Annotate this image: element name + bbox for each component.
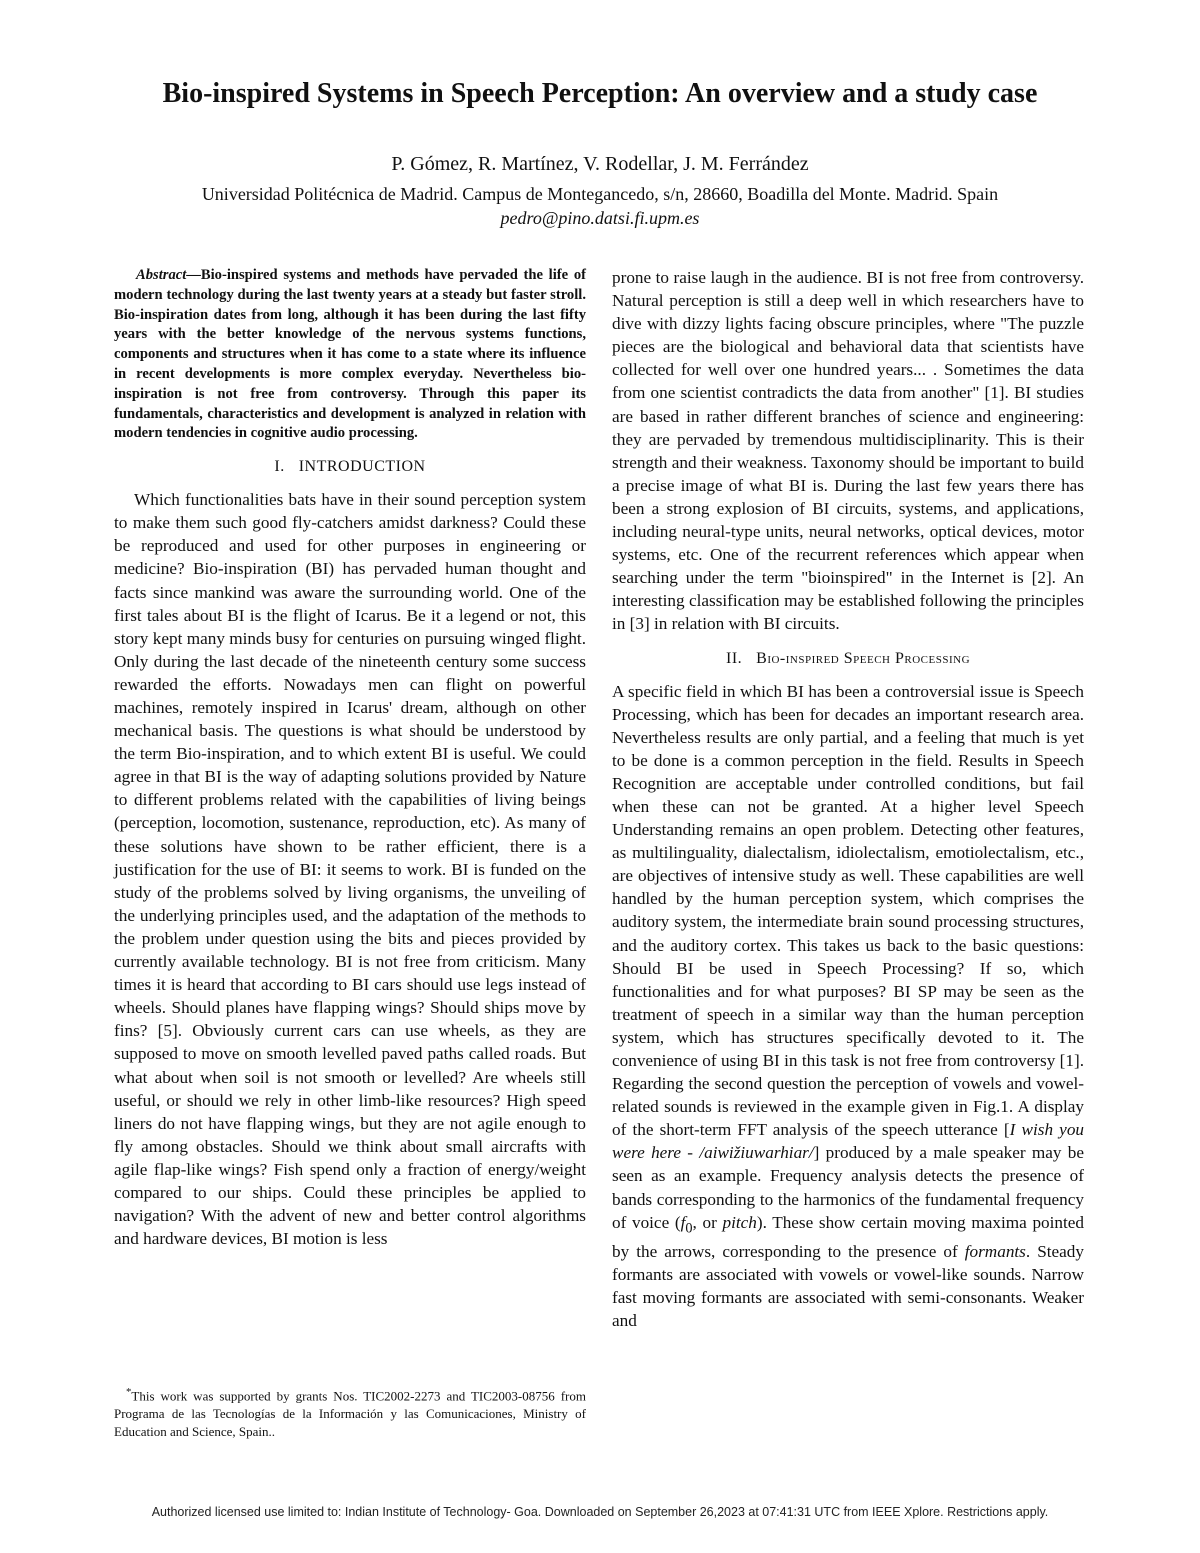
footnote-text: This work was supported by grants Nos. TIC2002-2273 and TIC2003-08756 from Programa de las Tecnologías de la Información y las Comunicaciones, Ministry of Education and Science, Spain.. (114, 1388, 586, 1440)
left-column (114, 266, 586, 1250)
abstract-label: Abstract (136, 267, 187, 283)
funding-footnote (114, 1383, 586, 1441)
formants-term: formants (964, 1242, 1026, 1262)
right-column (612, 266, 1084, 1333)
f0-symbol: f (680, 1212, 686, 1232)
speech-processing-paragraph (612, 680, 1084, 1333)
abstract-text: —Bio-inspired systems and methods have pervaded the life of modern technology during the last twenty years at a steady but faster stroll. Bio-inspiration dates from long, although it has been during the last fifty years with the better knowledge of the nervous systems functions, components and structures when it has come to a state where its influence in recent developments is more complex everyday. Nevertheless bio-inspiration is not free from controversy. Through this paper its fundamentals, characteristics and development is analyzed in relation with modern tendencies in cognitive audio processing. (114, 267, 586, 442)
section-heading-bio-inspired-speech-processing (612, 650, 1084, 668)
author-email: pedro@pino.datsi.fi.upm.es (500, 208, 700, 228)
introduction-continued-paragraph: prone to raise laugh in the audience. BI is not free from controversy. Natural perception is still a deep well in which researchers have to dive with dizzy lights facing obscure principles, where "The puzzle pieces are the biological and behavioral data that scientists have collected for well over one hundred years... . Sometimes the data from one scientist contradicts the data from another" [1]. BI studies are based in rather different branches of science and engineering: they are pervaded by tremendous multidisciplinarity. This is their strength and their weakness. Taxonomy should be important to build a precise image of what BI is. During the last few years there has been a strong explosion of BI circuits, systems, and applications, including neural-type units, neural networks, optical devices, motor systems, etc. One of the recurrent references which appear when searching under the term "bioinspired" in the Internet is [2]. An interesting classification may be established following the principles in [3] in relation with BI circuits. (612, 268, 1084, 634)
pitch-term: pitch (722, 1212, 757, 1232)
license-footer: Authorized licensed use limited to: Indian Institute of Technology- Goa. Downloaded on September 26,2023 at 07:41:31 UTC from IEEE Xplore. Restrictions apply. (151, 1505, 1049, 1519)
paragraph-text: , or (692, 1212, 723, 1232)
introduction-paragraph: Which functionalities bats have in their sound perception system to make them such good fly-catchers amidst darkness? Could these be reproduced and used for other purposes in engineering or medicine? Bio-inspiration (BI) has pervaded human thought and facts since mankind was aware the surrounding world. One of the first tales about BI is the flight of Icarus. Be it a legend or not, this story kept many minds busy for centuries on pursuing winged flight. Only during the last decade of the nineteenth century some success rewarded the efforts. Nowadays men can flight on powerful machines, remotely inspired in Icarus' dream, although on other mechanical basis. The questions is what should be understood by the term Bio-inspiration, and to which extent BI is useful. We could agree in that BI is the way of adapting solutions provided by Nature to different problems related with the capabilities of living beings (perception, locomotion, sustenance, reproduction, etc). As many of these solutions have shown to be rather efficient, there is a justification for the use of BI: it seems to work. BI is funded on the study of the problems solved by living organisms, the unveiling of the underlying principles used, and the adaptation of the methods to the problem under question using the bits and pieces provided by currently available technology. BI is not free from criticism. Many times it is heard that according to BI cars should use legs instead of wheels. Should planes have flapping wings? Should ships move by fins? [5]. Obviously current cars can use wheels, as they are supposed to move on smooth levelled paved paths called roads. But what about when soil is not smooth or levelled? Are wheels still useful, or should we rely in other limb-like resources? High speed liners do not have flapping wings, but they are not agile enough to fly among obstacles. Should we think about small aircrafts with agile flap-like wings? Fish spend only a fraction of energy/weight compared to our ships. Could these principles be applied to navigation? With the advent of new and better control algorithms and hardware devices, BI motion is less (114, 490, 586, 1249)
affiliation: Universidad Politécnica de Madrid. Campus de Montegancedo, s/n, 28660, Boadilla del Monte. Madrid. Spain (201, 184, 999, 204)
paragraph-text: ] produced by a male speaker may be seen as an example. Frequency analysis detects the presence of bands corresponding to the harmonics of the fundamental frequency of voice ( (612, 1143, 1084, 1232)
f0-subscript: 0 (685, 1220, 693, 1237)
section-title: INTRODUCTION (298, 458, 426, 476)
paragraph-text: A specific field in which BI has been a controversial issue is Speech Processing, which has been for decades an important research area. Nevertheless results are only partial, and a feeling that much is yet to be done is a common perception in the field. Results in Speech Recognition are acceptable under controlled conditions, but fail when these can not be granted. At a higher level Speech Understanding remains an open problem. Detecting other features, as multilinguality, dialectalism, idiolectalism, emotiolectalism, etc., are objectives of intensive study as well. These capabilities are well handled by the human perception system, which comprises the auditory system, the intermediate brain sound processing structures, and the auditory cortex. This takes us back to the basic questions: Should BI be used in Speech Processing? If so, which functionalities and for what purposes? BI SP may be seen as the treatment of speech in a similar way than the human perception system, which has structures specifically devoted to it. The convenience of using BI in this task is not free from controversy [1]. Regarding the second question the perception of vowels and vowel-related sounds is reviewed in the example given in Fig.1. A display of the short-term FFT analysis of the speech utterance [ (612, 681, 1084, 1140)
section-number: I. (274, 458, 285, 476)
section-title: Bio-inspired Speech Processing (756, 649, 971, 667)
paragraph-text: ). These show certain moving maxima pointed by the arrows, corresponding to the presence of (612, 1212, 1084, 1262)
footnote-mark: * (126, 1386, 132, 1398)
section-number: II. (725, 649, 743, 667)
paragraph-text: . Steady formants are associated with vowels or vowel-like sounds. Narrow fast moving formants are associated with semi-consonants. Weaker and (612, 1242, 1084, 1331)
utterance: I wish you were here - /aiwižiuwarhiar/ (612, 1120, 1085, 1163)
abstract (114, 266, 586, 444)
paper-title: Bio-inspired Systems in Speech Perception: An overview and a study case (162, 78, 1038, 109)
section-heading-introduction (114, 458, 586, 476)
author-list: P. Gómez, R. Martínez, V. Rodellar, J. M. Ferrández (391, 153, 809, 175)
